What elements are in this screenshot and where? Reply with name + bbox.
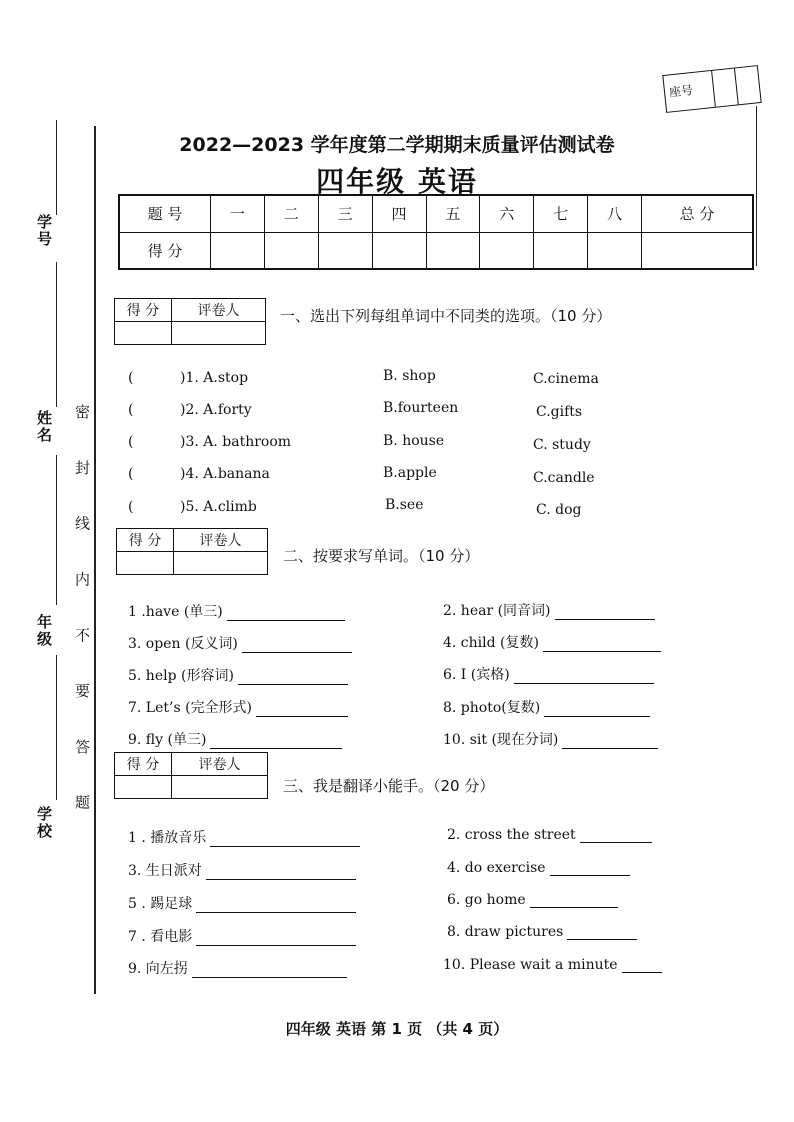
answer-blank[interactable] [210, 734, 342, 749]
grader-score-cell[interactable] [115, 322, 172, 345]
score-table-header: 三 [318, 195, 372, 232]
score-cell[interactable] [426, 232, 480, 269]
grader-score-cell[interactable] [117, 552, 174, 575]
s2-q9 [128, 729, 342, 749]
score-cell[interactable] [318, 232, 372, 269]
answer-blank[interactable] [543, 637, 661, 652]
score-table-header: 一 [211, 195, 265, 232]
s3-q8-text: 8. draw pictures [447, 924, 564, 940]
grader-name-label: 评卷人 [172, 753, 268, 776]
seal-line [94, 126, 96, 994]
s2-q4-text: 4. child (复数) [443, 635, 539, 651]
s3-q1 [128, 827, 360, 847]
binding-school: 学校 [35, 806, 53, 840]
s1-q2-bracket: ( [128, 402, 134, 418]
s1-q2-a: )2. A.forty [180, 402, 252, 418]
s3-q5 [128, 893, 356, 913]
section2-heading: 二、按要求写单词。（10 分） [283, 547, 480, 565]
grader-name-cell[interactable] [174, 552, 268, 575]
s3-q7 [128, 926, 356, 946]
score-cell[interactable] [480, 232, 534, 269]
s1-q3-a: )3. A. bathroom [180, 434, 292, 450]
s3-q10 [443, 957, 662, 973]
s1-q3-bracket: ( [128, 434, 134, 450]
s2-q5 [128, 665, 348, 685]
s1-q1-bracket: ( [128, 370, 134, 386]
s2-q2 [443, 600, 655, 620]
grader-name-cell[interactable] [172, 776, 268, 799]
s1-q3-c: C. study [533, 437, 591, 453]
s2-q1 [128, 601, 345, 621]
answer-blank[interactable] [562, 734, 658, 749]
s1-q4-c: C.candle [533, 470, 595, 486]
answer-blank[interactable] [530, 893, 618, 908]
score-cell[interactable] [642, 232, 754, 269]
answer-blank[interactable] [196, 898, 356, 913]
s3-q5-text: 5 . 踢足球 [128, 896, 193, 912]
grader-score-label: 得 分 [115, 299, 172, 322]
s1-q1-c: C.cinema [533, 371, 599, 387]
s3-q9-text: 9. 向左拐 [128, 961, 188, 977]
s1-q2-c: C.gifts [536, 404, 583, 420]
answer-blank[interactable] [555, 605, 655, 620]
answer-blank[interactable] [256, 702, 348, 717]
s3-q6 [447, 892, 618, 908]
answer-blank[interactable] [196, 931, 356, 946]
score-table-header: 七 [534, 195, 588, 232]
s2-q4 [443, 632, 661, 652]
s2-q7-text: 7. Let’s (完全形式) [128, 700, 253, 716]
seat-number-box [662, 65, 761, 113]
s3-q2 [447, 827, 652, 843]
answer-blank[interactable] [567, 925, 637, 940]
s2-q2-text: 2. hear (同音词) [443, 603, 551, 619]
s3-q1-text: 1 . 播放音乐 [128, 830, 207, 846]
s2-q10-text: 10. sit (现在分词) [443, 732, 559, 748]
page-footer: 四年级 英语 第 1 页 （共 4 页） [285, 1020, 509, 1038]
grader-name-cell[interactable] [172, 322, 266, 345]
binding-line [56, 455, 57, 605]
s2-q8 [443, 697, 650, 717]
binding-grade: 年级 [35, 614, 53, 648]
score-cell[interactable] [534, 232, 588, 269]
s3-q6-text: 6. go home [447, 892, 526, 908]
s1-q4-bracket: ( [128, 466, 134, 482]
answer-blank[interactable] [227, 606, 345, 621]
answer-blank[interactable] [192, 963, 347, 978]
score-cell[interactable] [372, 232, 426, 269]
s3-q4-text: 4. do exercise [447, 860, 546, 876]
grader-score-label: 得 分 [117, 529, 174, 552]
s1-q1-b: B. shop [383, 368, 436, 384]
grader-box [114, 752, 268, 799]
s1-q1-a: )1. A.stop [180, 370, 249, 386]
s1-q4-b: B.apple [383, 465, 437, 481]
s3-q9 [128, 958, 347, 978]
answer-blank[interactable] [514, 669, 654, 684]
score-table-header: 二 [264, 195, 318, 232]
answer-blank[interactable] [544, 702, 650, 717]
s3-q4 [447, 860, 630, 876]
binding-seal-text: 密 封 线 内 不 要 答 题 [73, 404, 91, 828]
s2-q10 [443, 729, 658, 749]
exam-title: 2022—2023 学年度第二学期期末质量评估测试卷 [179, 134, 615, 156]
score-table-header: 六 [480, 195, 534, 232]
score-table-header: 四 [372, 195, 426, 232]
score-cell[interactable] [211, 232, 265, 269]
grader-score-cell[interactable] [115, 776, 172, 799]
s3-q2-text: 2. cross the street [447, 827, 576, 843]
exam-subtitle: 四年级 英语 [316, 165, 478, 198]
s3-q3 [128, 860, 356, 880]
s2-q6-text: 6. I (宾格) [443, 667, 510, 683]
score-cell[interactable] [264, 232, 318, 269]
binding-name: 姓名 [35, 410, 53, 444]
s2-q6 [443, 664, 654, 684]
answer-blank[interactable] [206, 865, 356, 880]
answer-blank[interactable] [242, 638, 352, 653]
s1-q5-b: B.see [385, 497, 424, 513]
s2-q8-text: 8. photo(复数) [443, 700, 541, 716]
grader-name-label: 评卷人 [174, 529, 268, 552]
s1-q5-c: C. dog [536, 502, 582, 518]
s3-q8 [447, 924, 637, 940]
s1-q2-b: B.fourteen [383, 400, 459, 416]
s1-q3-b: B. house [383, 433, 445, 449]
grader-box [116, 528, 268, 575]
s1-q4-a: )4. A.banana [180, 466, 270, 482]
grader-name-label: 评卷人 [172, 299, 266, 322]
grader-box [114, 298, 266, 345]
s2-q7 [128, 697, 348, 717]
binding-student-id: 学号 [35, 214, 53, 248]
grader-score-label: 得 分 [115, 753, 172, 776]
s3-q3-text: 3. 生日派对 [128, 863, 202, 879]
score-table [118, 194, 754, 270]
s2-q9-text: 9. fly (单三) [128, 732, 207, 748]
score-table-header: 五 [426, 195, 480, 232]
answer-blank[interactable] [238, 670, 348, 685]
s2-q1-text: 1 .have (单三) [128, 604, 223, 620]
s2-q3 [128, 633, 352, 653]
answer-blank[interactable] [580, 828, 652, 843]
answer-blank[interactable] [550, 861, 630, 876]
section1-heading: 一、选出下列每组单词中不同类的选项。（10 分） [280, 307, 612, 325]
s2-q5-text: 5. help (形容词) [128, 668, 234, 684]
s3-q10-text: 10. Please wait a minute [443, 957, 618, 973]
answer-blank[interactable] [622, 958, 662, 973]
s1-q5-a: )5. A.climb [180, 499, 257, 515]
s3-q7-text: 7 . 看电影 [128, 929, 193, 945]
binding-line [56, 655, 57, 800]
binding-line [56, 262, 57, 407]
seat-number-label: 座号 [668, 83, 694, 100]
s1-q5-bracket: ( [128, 499, 134, 515]
s2-q3-text: 3. open (反义词) [128, 636, 238, 652]
section3-heading: 三、我是翻译小能手。（20 分） [283, 777, 495, 795]
answer-blank[interactable] [210, 832, 360, 847]
score-table-row-label: 得 分 [119, 232, 211, 269]
seat-number-cell [711, 68, 739, 106]
score-table-row-label: 题 号 [119, 195, 211, 232]
score-table-header: 八 [588, 195, 642, 232]
score-table-header: 总 分 [642, 195, 754, 232]
score-cell[interactable] [588, 232, 642, 269]
